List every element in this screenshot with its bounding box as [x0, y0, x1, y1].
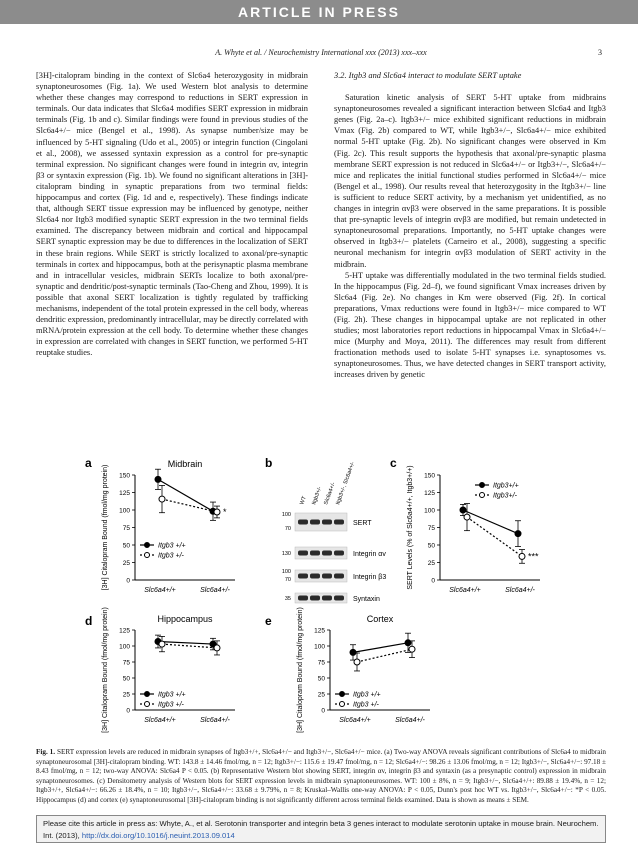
y-axis-label-e: [3H] Citalopram Bound (fmol/mg protein) — [297, 607, 304, 733]
blot-band — [298, 551, 308, 556]
y-tick-label-a: 125 — [119, 490, 130, 497]
figure-caption — [36, 748, 606, 806]
blot-row-label: Integrin αv — [353, 551, 386, 558]
y-tick-label-e: 75 — [317, 659, 325, 667]
blot-band — [310, 574, 320, 579]
series-line-e-0 — [353, 643, 408, 653]
y-axis-label-c: SERT Levels (% of Slc6a4+/+, Itgb3+/+) — [407, 465, 414, 590]
blot-row-label: SERT — [353, 520, 372, 527]
blot-row-label: Syntaxin — [353, 596, 380, 603]
panel-label-d: d — [85, 614, 93, 628]
y-tick-label-d: 100 — [119, 643, 130, 651]
data-point-c-1 — [519, 553, 525, 559]
blot-band — [322, 551, 332, 556]
caption-text: SERT expression levels are reduced in midbrain synapses of Itgb3+/+, Slc6a4+/− and Itgb3+/−, Slc6a4+/− mice. (a) Two-way ANOVA reveals significant contributions of Slc6a4 to midbrain synaptoneurosomal [3H]-citalopram binding. WT: 143.8 ± 14.46 fmol/mg, n = 12; Itgb3+/−: 115.6 ± 19.47 fmol/mg, n = 12; Slc6a4+/−: 98.26 ± 13.06 fmol/mg, n = 12; Itgb3+/−, Slc6a4+/−: 97.18 ± 8.43 fmol/mg, n = 12; two-way ANOVA: Slc6a4 P < 0.05. (b) Representative Western blot showing SERT, integrin αv, integrin β3 and syntaxin (as a presynaptic control) expression in midbrain synaptoneurosomes. (c) Densitometry analysis of Western blots for SERT expression levels in midbrain synaptoneurosomes. WT: 100 ± 8%, n = 9; Itgb3+/−, Slc6a4+/+: 89.88 ± 19.4%, n = 12; Itgb3+/+, Slc6a4+/−: 66.26 ± 18.4%, n = 10; Itgb3+/−, Slc6a4+/−: 33.68 ± 9.79%, n = 8; Kruskal–Wallis one-way ANOVA: P < 0.05, Dunn's post hoc WT vs. Itgb3+/−, Slc6a4+/−: *P < 0.05. Hippocampus (d) and cortex (e) synaptoneurosomal [3H]-citalopram binding is not significantly different across terminal fields examined. Data is shown as means ± SEM. — [36, 748, 607, 804]
blot-band — [334, 551, 344, 556]
running-head: A. Whyte et al. / Neurochemistry International xxx (2013) xxx–xxx — [215, 48, 427, 57]
legend-label-a: Itgb3 +/+ — [158, 542, 186, 550]
legend-label-d: Itgb3 +/+ — [158, 691, 186, 699]
y-tick-label-c: 125 — [424, 490, 435, 497]
blot-marker-label: 100 — [281, 512, 291, 518]
chart-title-e: Cortex — [366, 614, 394, 624]
y-tick-label-c: 50 — [427, 542, 435, 550]
series-line-a-1 — [162, 499, 217, 512]
legend-marker-a — [145, 553, 150, 558]
blot-marker-label: 100 — [281, 569, 291, 575]
data-point-d-1 — [159, 641, 165, 647]
left-column — [36, 70, 308, 358]
page-number: 3 — [598, 48, 602, 57]
blot-lane-label: WT — [299, 495, 308, 506]
x-tick-label-c: Slc6a4+/+ — [449, 587, 481, 594]
y-tick-label-a: 50 — [122, 542, 130, 550]
blot-row-label: Integrin β3 — [353, 574, 387, 581]
legend-label-c: Itgb3+/- — [493, 492, 517, 500]
blot-marker-label: 35 — [284, 596, 291, 602]
y-axis-label-a: [3H] Citalopram Bound (fmol/mg protein) — [102, 464, 109, 591]
y-tick-label-e: 50 — [317, 675, 325, 683]
y-tick-label-e: 0 — [321, 707, 325, 715]
blot-band — [334, 596, 344, 601]
chart-title-a: Midbrain — [167, 459, 203, 469]
legend-marker-e — [340, 702, 345, 707]
y-tick-label-c: 100 — [424, 507, 435, 515]
legend-label-a: Itgb3 +/- — [158, 552, 184, 560]
y-tick-label-c: 75 — [427, 525, 435, 532]
series-line-d-0 — [158, 642, 213, 645]
x-tick-label-a: Slc6a4+/- — [200, 587, 230, 594]
y-tick-label-e: 125 — [314, 627, 325, 635]
series-line-d-1 — [162, 644, 217, 648]
right-paragraph-1: Saturation kinetic analysis of SERT 5-HT uptake from midbrains synaptoneurosomes revealed a significant interaction between Slc6a4 and Itgb3 genes (Fig. 2a–c). Itgb3+/− mice exhibited significant reductions in midbrain Vmax (Fig. 2b) compared to WT, while Itgb3+/−, Slc6a4+/− mice exhibited normal 5-HT uptake (Fig. 2b). No significant changes were observed in Km (Fig. 2c). This result supports the hypothesis that axonal/pre-synaptic plasma membrane SERT expression is not reduced in Slc6a4+/− or Itgb3+/−, Slc6a4+/− mice and replicates the initial functional studies performed in Slc6a4+/− mice (Bengel et al., 1998). Our results reveal that heterozygosity in the Itgb3+/− line is sufficient to reduce SERT activity, by a mechanism yet unidentified, as no changes in integrin αvβ3 were observed in the same preparations. It is possible that pre-synaptic levels of integrin αvβ3 are modified, but remain undetected in synaptoneurosomal preparations. Importantly, no 5-HT uptake changes were observed in Itgb3+/− platelets (Carneiro et al., 2008), suggesting a specific neuronal mechanism for integrin αvβ3 modulation of SERT activity in the midbrain. — [334, 93, 606, 269]
x-tick-label-e: Slc6a4+/- — [395, 717, 425, 724]
citation-text: Please cite this article in press as: Whyte, A., et al. Serotonin transporter and integrin beta 3 genes interact to modulate serotonin uptake in mouse brain. Neurochem. Int. (2013), — [43, 819, 599, 840]
citation-box — [36, 815, 606, 843]
right-column — [334, 70, 606, 381]
legend-marker-e — [340, 692, 345, 697]
data-point-a-1 — [214, 509, 220, 515]
figure-1 — [80, 455, 550, 740]
significance-star-c: *** — [528, 551, 539, 562]
y-tick-label-a: 75 — [122, 525, 130, 532]
y-tick-label-e: 25 — [317, 691, 325, 699]
y-tick-label-a: 100 — [119, 507, 130, 515]
caption-label: Fig. 1. — [36, 748, 56, 756]
left-paragraph: [3H]-citalopram binding in the context of Slc6a4 heterozygosity in midbrain synaptoneurosomes (Fig. 1a). We used Western blot analysis to determine whether these changes may correspond to reductions in SERT expression in terminals. Our data indicates that Slc6a4 modifies SERT expression in midbrain terminals (Fig. 1b and c). Similar findings were found in previous studies of the Slc6a4+/− mice (Bengel et al., 1998). As synapse number/size may be influenced by 5-HT signaling (Udo et al., 2005) or integrin function (Cingolani et al., 2008), we assessed syntaxin expression as a control for pre-synaptic terminal expression. No significant changes were found in integrin αv, integrin β3 or syntaxin expression (Fig. 1b). We found no significant alterations in [3H]-citalopram binding in synaptic preparations from two terminal fields: hippocampus and cortex (Fig. 1d and e, respectively). These findings indicate that, although SERT tissue expression may be influenced by genotype, neither Slc6a4 nor Itgb3 modified synaptic SERT expression in the two terminal fields examined. The discrepancy between midbrain and cortical and hippocampal SERT synaptic expression may be due to differences in the localization of SERT in these brain regions. While SERT is strictly localized to axonal/pre-synaptic terminals in cortex and hippocampus, both at the perisynaptic plasma membrane and in intracellular vesicles, midbrain SERTs localize to both axonal/pre-synaptic and dendritic/post-synaptic terminals (Tao-Cheng and Zhou, 1999). It is possible that axonal SERT localization is tightly regulated by trafficking mechanisms, independent of the total protein expressed in the cell body, whereas dendritic expression, predominantly intracellular, may be directly correlated with mRNA/protein expression at the cell body. To determine whether these changes in expression are correlated with changes in SERT function, we performed 5-HT reuptake studies. — [36, 71, 308, 358]
series-line-a-0 — [158, 479, 213, 511]
y-tick-label-c: 150 — [424, 472, 435, 480]
data-point-c-0 — [515, 531, 521, 537]
legend-label-c: Itgb3+/+ — [493, 482, 519, 490]
blot-marker-label: 70 — [284, 577, 291, 583]
blot-band — [322, 574, 332, 579]
y-tick-label-d: 125 — [119, 627, 130, 635]
y-tick-label-d: 25 — [122, 691, 130, 699]
y-tick-label-d: 75 — [122, 659, 130, 667]
blot-band — [298, 520, 308, 525]
significance-star-a: * — [223, 506, 227, 517]
y-tick-label-a: 150 — [119, 472, 130, 480]
data-point-a-1 — [159, 496, 165, 502]
blot-lane-label: Itgb3+/- — [311, 485, 324, 506]
data-point-c-0 — [460, 507, 466, 513]
legend-marker-d — [145, 702, 150, 707]
blot-band — [310, 596, 320, 601]
y-tick-label-a: 0 — [126, 577, 130, 585]
figure-1-svg — [80, 455, 550, 740]
blot-lane-label: Itgb3+/-, Slc6a4+/- — [335, 461, 357, 506]
legend-label-e: Itgb3 +/+ — [353, 691, 381, 699]
chart-title-d: Hippocampus — [157, 614, 213, 624]
section-heading: 3.2. Itgb3 and Slc6a4 interact to modulate SERT uptake — [334, 71, 522, 80]
y-tick-label-d: 50 — [122, 675, 130, 683]
panel-label-a: a — [85, 456, 92, 470]
blot-band — [298, 596, 308, 601]
blot-marker-label: 70 — [284, 526, 291, 532]
legend-marker-c — [480, 493, 485, 498]
data-point-c-1 — [464, 514, 470, 520]
data-point-e-1 — [409, 646, 415, 652]
y-tick-label-e: 100 — [314, 643, 325, 651]
y-tick-label-d: 0 — [126, 707, 130, 715]
blot-band — [334, 520, 344, 525]
y-tick-label-c: 25 — [427, 560, 435, 567]
data-point-e-1 — [354, 659, 360, 665]
blot-band — [334, 574, 344, 579]
x-tick-label-c: Slc6a4+/- — [505, 587, 535, 594]
blot-band — [322, 520, 332, 525]
series-line-c-0 — [463, 510, 518, 534]
legend-marker-c — [480, 483, 485, 488]
y-tick-label-a: 25 — [122, 560, 130, 567]
blot-band — [298, 574, 308, 579]
legend-marker-d — [145, 692, 150, 697]
right-paragraph-2: 5-HT uptake was differentially modulated in the two terminal fields studied. In the hippocampus (Fig. 2d–f), we found significant Vmax increases driven by Slc6a4 (Fig. 2e). No changes in Km were observed (Fig. 2f). In cortical preparations, Vmax reductions were found in Itgb3+/− mice compared to WT (Fig. 2h). These changes in hippocampal uptake are not replicated in other studies; most laboratories report reductions in hippocampal Vmax in Slc6a4+/− mice (Murphy and Moya, 2011). The differences may result from different fractionation methods used to isolate 5-HT synapses i.e. synaptosomes vs. synaptoneurosomes. Thus, we have detected changes in SERT transport activity, increases driven by genetic — [334, 270, 606, 380]
panel-label-c: c — [390, 456, 397, 470]
data-point-a-0 — [155, 476, 161, 482]
legend-label-e: Itgb3 +/- — [353, 701, 379, 709]
data-point-d-1 — [214, 645, 220, 651]
panel-label-e: e — [265, 614, 272, 628]
blot-band — [310, 551, 320, 556]
panel-label-b: b — [265, 456, 273, 470]
blot-lane-label: Slc6a4+/- — [323, 481, 337, 506]
series-line-e-1 — [357, 649, 412, 662]
x-tick-label-a: Slc6a4+/+ — [144, 587, 176, 594]
blot-band — [322, 596, 332, 601]
y-tick-label-c: 0 — [431, 577, 435, 585]
doi-link[interactable]: http://dx.doi.org/10.1016/j.neuint.2013.09.014 — [81, 831, 235, 840]
article-in-press-banner: ARTICLE IN PRESS — [0, 0, 638, 24]
data-point-e-0 — [350, 649, 356, 655]
x-tick-label-d: Slc6a4+/+ — [144, 717, 176, 724]
x-tick-label-d: Slc6a4+/- — [200, 717, 230, 724]
blot-band — [310, 520, 320, 525]
blot-marker-label: 130 — [281, 551, 291, 557]
legend-label-d: Itgb3 +/- — [158, 701, 184, 709]
legend-marker-a — [145, 543, 150, 548]
y-axis-label-d: [3H] Citalopram Bound (fmol/mg protein) — [102, 607, 109, 733]
x-tick-label-e: Slc6a4+/+ — [339, 717, 371, 724]
